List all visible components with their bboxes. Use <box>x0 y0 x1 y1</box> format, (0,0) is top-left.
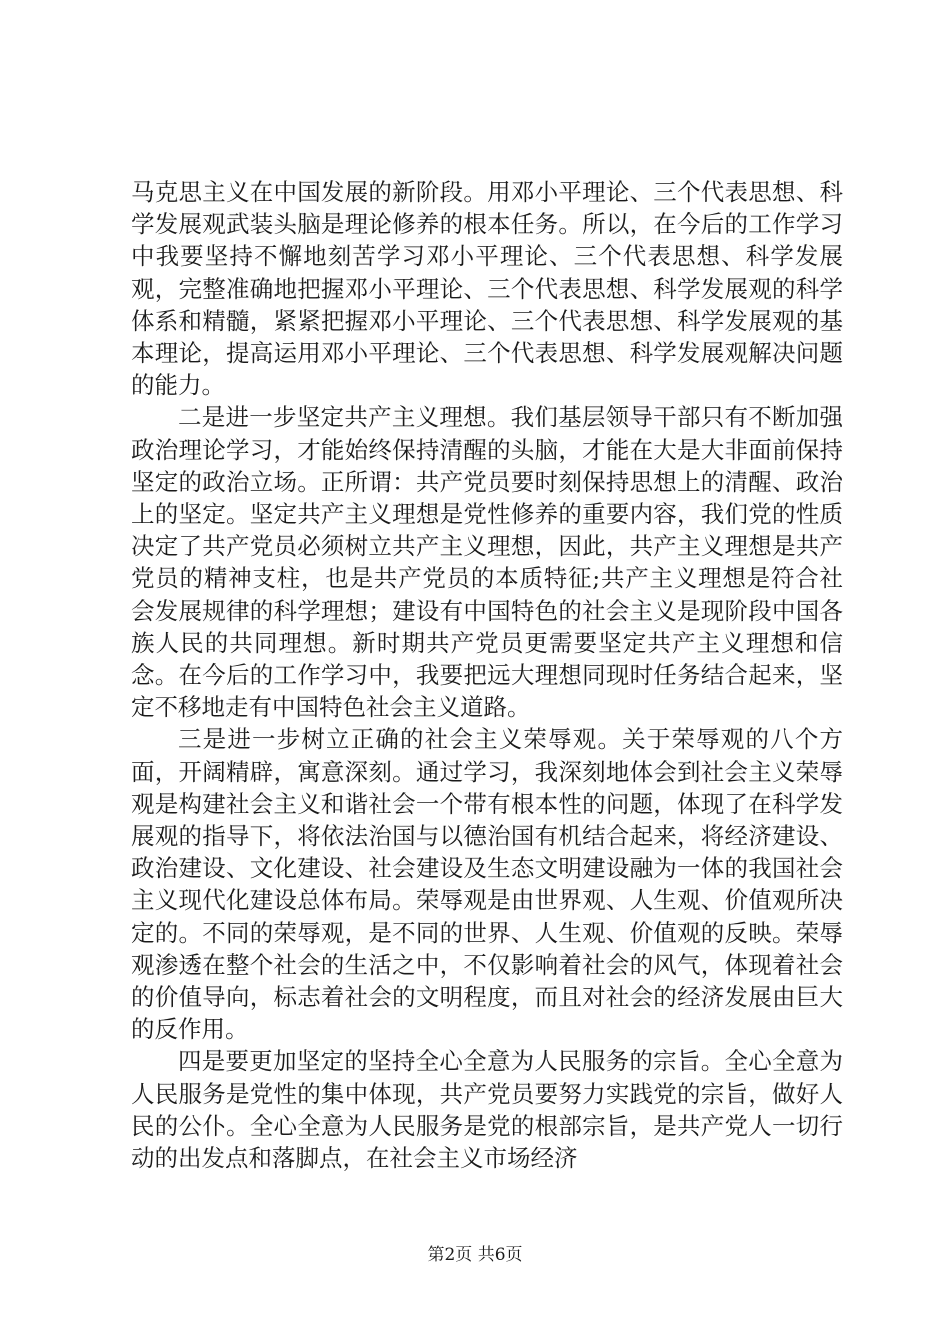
page-number-footer: 第2页 共6页 <box>427 1245 523 1265</box>
paragraph-1: 马克思主义在中国发展的新阶段。用邓小平理论、三个代表思想、科学发展观武装头脑是理论修养的根本任务。所以，在今后的工作学习中我要坚持不懈地刻苦学习邓小平理论、三个代表思想、科学发展观，完整准确地把握邓小平理论、三个代表思想、科学发展观的科学体系和精髓，紧紧把握邓小平理论、三个代表思想、科学发展观的基本理论，提高运用邓小平理论、三个代表思想、科学发展观解决问题的能力。 <box>131 178 843 400</box>
paragraph-4: 四是要更加坚定的坚持全心全意为人民服务的宗旨。全心全意为人民服务是党性的集中体现，共产党员要努力实践党的宗旨，做好人民的公仆。全心全意为人民服务是党的根部宗旨，是共产党人一切行动的出发点和落脚点，在社会主义市场经济 <box>131 1047 843 1173</box>
paragraph-2: 二是进一步坚定共产主义理想。我们基层领导干部只有不断加强政治理论学习，才能始终保持清醒的头脑，才能在大是大非面前保持坚定的政治立场。正所谓：共产党员要时刻保持思想上的清醒、政治上的坚定。坚定共产主义理想是党性修养的重要内容，我们党的性质决定了共产党员必须树立共产主义理想，因此，共产主义理想是共产党员的精神支柱，也是共产党员的本质特征;共产主义理想是符合社会发展规律的科学理想；建设有中国特色的社会主义是现阶段中国各族人民的共同理想。新时期共产党员更需要坚定共产主义理想和信念。在今后的工作学习中，我要把远大理想同现时任务结合起来，坚定不移地走有中国特色社会主义道路。 <box>131 403 843 722</box>
paragraph-3: 三是进一步树立正确的社会主义荣辱观。关于荣辱观的八个方面，开阔精辟，寓意深刻。通过学习，我深刻地体会到社会主义荣辱观是构建社会主义和谐社会一个带有根本性的问题，体现了在科学发展观的指导下，将依法治国与以德治国有机结合起来，将经济建设、政治建设、文化建设、社会建设及生态文明建设融为一体的我国社会主义现代化建设总体布局。荣辱观是由世界观、人生观、价值观所决定的。不同的荣辱观，是不同的世界、人生观、价值观的反映。荣辱观渗透在整个社会的生活之中，不仅影响着社会的风气，体现着社会的价值导向，标志着社会的文明程度，而且对社会的经济发展由巨大的反作用。 <box>131 725 843 1044</box>
document-body <box>131 176 843 1174</box>
